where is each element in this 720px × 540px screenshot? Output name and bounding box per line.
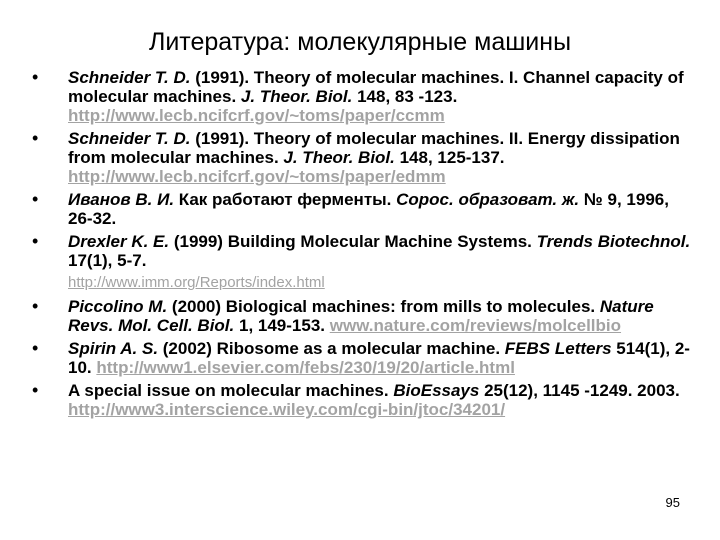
reference-item — [34, 129, 694, 186]
ref-journal: Nature Revs. Mol. Cell. Biol. — [68, 297, 654, 335]
ref-journal: BioEssays — [393, 381, 480, 400]
reference-item — [34, 297, 694, 335]
ref-text: (1991). Theory of molecular machines. II. Energy dissipation from molecular machines. — [68, 129, 680, 167]
page-number: 95 — [665, 495, 680, 510]
ref-author: Spirin A. S. — [68, 339, 159, 358]
ref-author: Schneider T. D. — [68, 129, 191, 148]
ref-details: 514(1), 2-10. — [68, 339, 690, 377]
ref-journal: Сорос. образоват. ж. — [396, 190, 580, 209]
ref-link[interactable]: http://www.lecb.ncifcrf.gov/~toms/paper/ccmm — [68, 106, 445, 125]
ref-details: 148, 83 -123. — [352, 87, 458, 106]
ref-journal: FEBS Letters — [504, 339, 612, 358]
reference-item — [34, 190, 694, 228]
reference-item — [34, 68, 694, 125]
reference-link-line — [34, 274, 694, 291]
ref-author: Иванов В. И. — [68, 190, 175, 209]
ref-details: 25(12), 1145 -1249. 2003. — [479, 381, 680, 400]
reference-item — [34, 339, 694, 377]
ref-text: A special issue on molecular machines. — [68, 381, 394, 400]
ref-link[interactable]: http://www.lecb.ncifcrf.gov/~toms/paper/edmm — [68, 167, 446, 186]
ref-journal: J. Theor. Biol. — [240, 87, 353, 106]
ref-author: Schneider T. D. — [68, 68, 191, 87]
ref-details: № 9, 1996, 26-32. — [68, 190, 669, 228]
ref-author: Piccolino M. — [68, 297, 168, 316]
ref-journal: J. Theor. Biol. — [283, 148, 395, 167]
ref-link[interactable]: http://www1.elsevier.com/febs/230/19/20/article.html — [96, 358, 515, 377]
ref-text: (2000) Biological machines: from mills to molecules. — [167, 297, 600, 316]
ref-link[interactable]: www.nature.com/reviews/molcellbio — [329, 316, 622, 335]
ref-text: (1991). Theory of molecular machines. I. Channel capacity of molecular machines. — [68, 68, 684, 106]
ref-details: 148, 125-137. — [394, 148, 505, 167]
reference-item — [34, 381, 694, 419]
ref-link[interactable]: http://www.imm.org/Reports/index.html — [68, 274, 325, 291]
ref-author: Drexler K. E. — [68, 232, 170, 251]
page-title: Литература: молекулярные машины — [148, 28, 572, 56]
ref-link[interactable]: http://www3.interscience.wiley.com/cgi-bin/jtoc/34201/ — [68, 400, 506, 419]
ref-text: Как работают ферменты. — [174, 190, 397, 209]
ref-details: 1, 149-153. — [234, 316, 330, 335]
reference-item — [34, 232, 694, 270]
ref-journal: Trends Biotechnol. — [536, 232, 691, 251]
ref-text: (1999) Building Molecular Machine Systems. — [169, 232, 537, 251]
ref-details: 17(1), 5-7. — [68, 251, 147, 270]
ref-text: (2002) Ribosome as a molecular machine. — [158, 339, 505, 358]
reference-list — [34, 68, 694, 423]
